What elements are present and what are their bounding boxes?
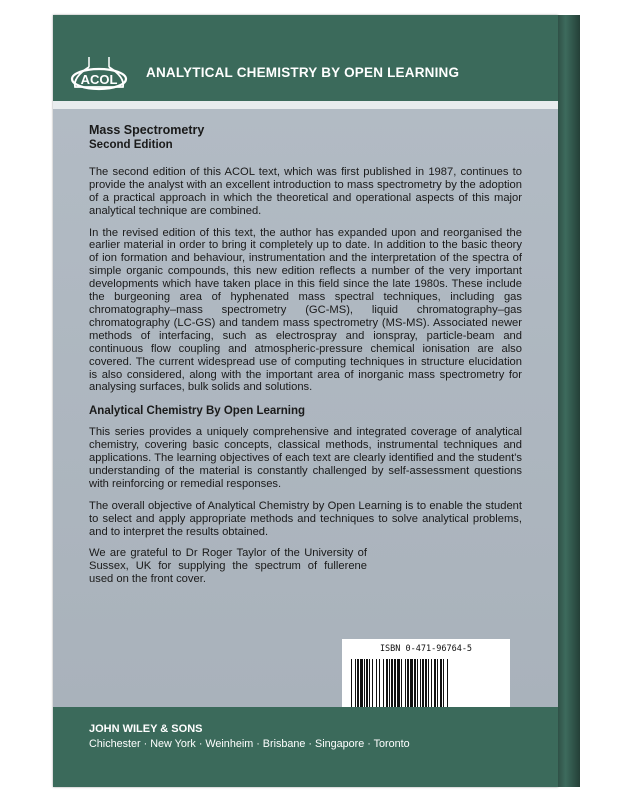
description-paragraph: In the revised edition of this text, the author has expanded upon and reorganised the earlier material in order to bring it completely up to date. In addition to the basic theory of ion formation and behaviour, instrumentation and the interpretation of the spectra of simple organic compounds, this new edition reflects a number of the very important developments which have taken place in this field since the late 1980s. These include the burgeoning area of hyphenated mass spectral techniques, including gas chromatography–mass spectrometry (GC-MS), liquid chromatography–gas chromatography (LC-GS) and tandem mass spectrometry (MS-MS). Associated newer methods of interfacing, such as electrospray and ionspray, particle-beam and continuous flow coupling and atmospheric-pressure chemical ionisation are also covered. The current widespread use of computing techniques in structure elucidation is also considered, along with the important area of inorganic mass spectrometry for analysing surfaces, bulk solids and solutions.	[89, 226, 522, 394]
cover-content	[53, 109, 558, 707]
description-paragraph: The second edition of this ACOL text, which was first published in 1987, continues to provide the analyst with an excellent introduction to mass spectrometry by the adoption of a practical approach in which the theoretical and operational aspects of this major analytical technique are combined.	[89, 165, 522, 217]
series-paragraph: This series provides a uniquely comprehensive and integrated coverage of analytical chemistry, covering basic concepts, classical methods, instrumental techniques and applications. The learning objectives of each text are clearly identified and the student's understanding of the material is constantly challenged by self-assessment questions with reinforcing or remedial responses.	[89, 426, 522, 490]
cover-header	[53, 15, 558, 101]
svg-text:ACOL: ACOL	[80, 72, 118, 87]
book-spine	[556, 15, 580, 787]
book-title: Mass Spectrometry	[89, 123, 205, 137]
blurb-text	[89, 123, 522, 586]
series-heading: Analytical Chemistry By Open Learning	[89, 405, 306, 418]
acknowledgement: We are grateful to Dr Roger Taylor of the University of Sussex, UK for supplying the spectrum of fullerene used on the front cover.	[89, 547, 367, 586]
isbn-label: ISBN 0-471-96764-5	[379, 644, 473, 654]
publisher-name: JOHN WILEY & SONS	[89, 723, 203, 735]
series-title: ANALYTICAL CHEMISTRY BY OPEN LEARNING	[146, 65, 460, 80]
edition-label: Second Edition	[89, 139, 173, 151]
cover-footer	[53, 707, 558, 787]
book-back-cover	[53, 15, 558, 787]
publisher-cities: Chichester · New York · Weinheim · Brisbane · Singapore · Toronto	[89, 738, 410, 750]
header-divider	[53, 101, 558, 109]
series-paragraph: The overall objective of Analytical Chemistry by Open Learning is to enable the student to select and apply appropriate methods and techniques to solve analytical problems, and to interpret the results obtained.	[89, 499, 522, 538]
acol-logo	[67, 55, 131, 91]
